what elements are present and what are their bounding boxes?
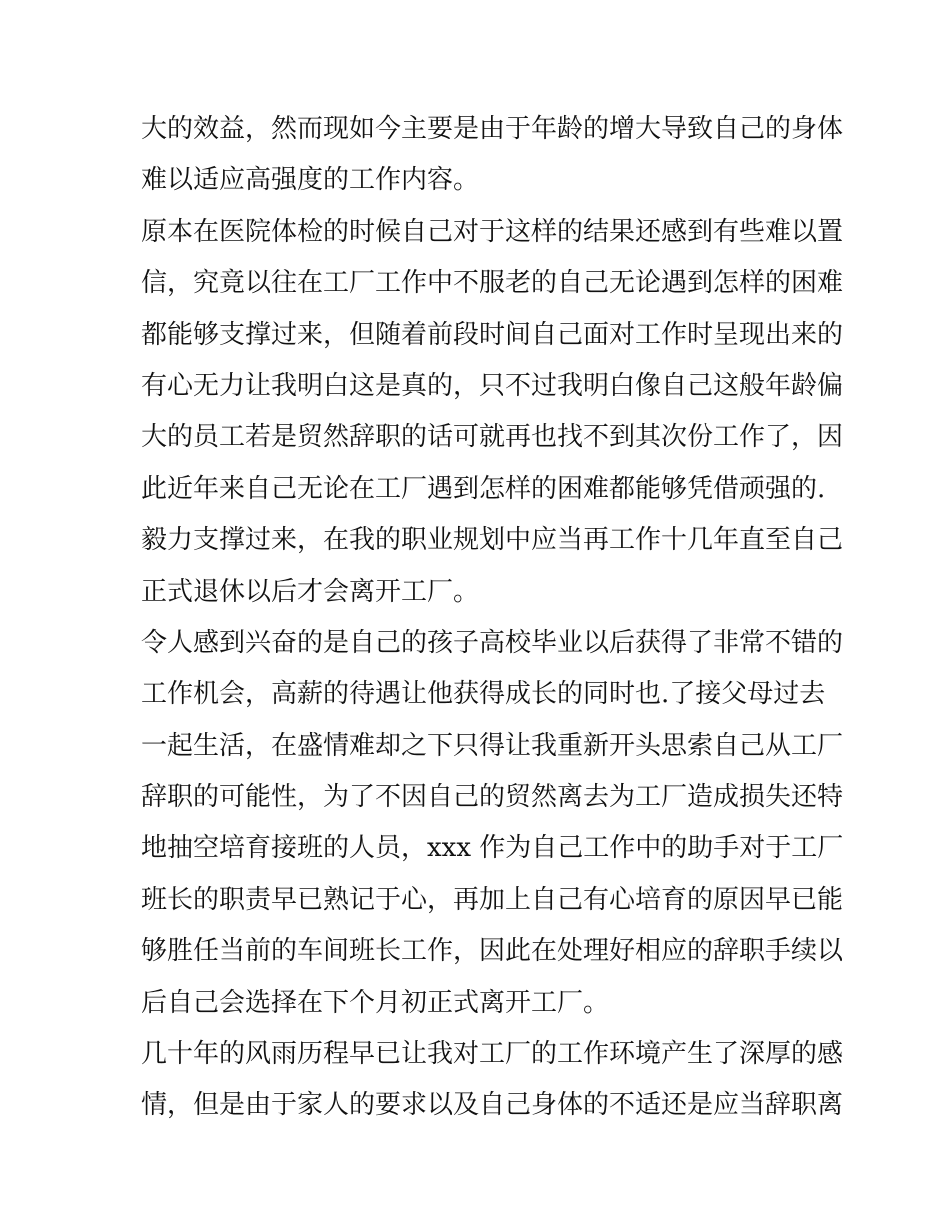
text-line: 后自己会选择在下个月初正式离开工厂。 [141, 987, 610, 1018]
text-line: 大的员工若是贸然辞职的话可就再也找不到其次份工作了，因 [141, 422, 844, 453]
text-line: 辞职的可能性，为了不因自己的贸然离去为工厂造成损失还特 [141, 782, 844, 813]
text-line: 情，但是由于家人的要求以及自己身体的不适还是应当辞职离 [141, 1090, 844, 1121]
text-line: 一起生活，在盛情难却之下只得让我重新开头思索自己从工厂 [141, 730, 844, 761]
text-line: 难以适应高强度的工作内容。 [141, 165, 480, 196]
document-body [141, 104, 844, 1132]
text-line: 都能够支撑过来，但随着前段时间自己面对工作时呈现出来的 [141, 319, 844, 350]
text-line: 此近年来自己无论在工厂遇到怎样的困难都能够凭借顽强的. [141, 473, 826, 504]
text-line: 毅力支撑过来，在我的职业规划中应当再工作十几年直至自己 [141, 525, 844, 556]
text-line: 大的效益，然而现如今主要是由于年龄的增大导致自己的身体 [141, 114, 844, 144]
text-line: 正式退休以后才会离开工厂。 [141, 576, 480, 607]
text-line: 信，究竟以往在工厂工作中不服老的自己无论遇到怎样的困难 [141, 268, 844, 299]
text-line: 够胜任当前的车间班长工作，因此在处理好相应的辞职手续以 [141, 936, 844, 967]
text-line: 几十年的风雨历程早已让我对工厂的工作环境产生了深厚的感 [141, 1039, 844, 1070]
text-line: 原本在医院体检的时候自己对于这样的结果还感到有些难以置 [141, 216, 844, 247]
text-line: 地抽空培育接班的人员，xxx 作为自己工作中的助手对于工厂 [141, 833, 844, 864]
text-line: 有心无力让我明白这是真的，只不过我明白像自己这般年龄偏 [141, 370, 844, 401]
text-line: 工作机会，高薪的待遇让他获得成长的同时也.了接父母过去 [141, 679, 826, 710]
text-line: 班长的职责早已熟记于心，再加上自己有心培育的原因早已能 [141, 884, 844, 915]
text-line: 令人感到兴奋的是自己的孩子高校毕业以后获得了非常不错的 [141, 627, 844, 658]
